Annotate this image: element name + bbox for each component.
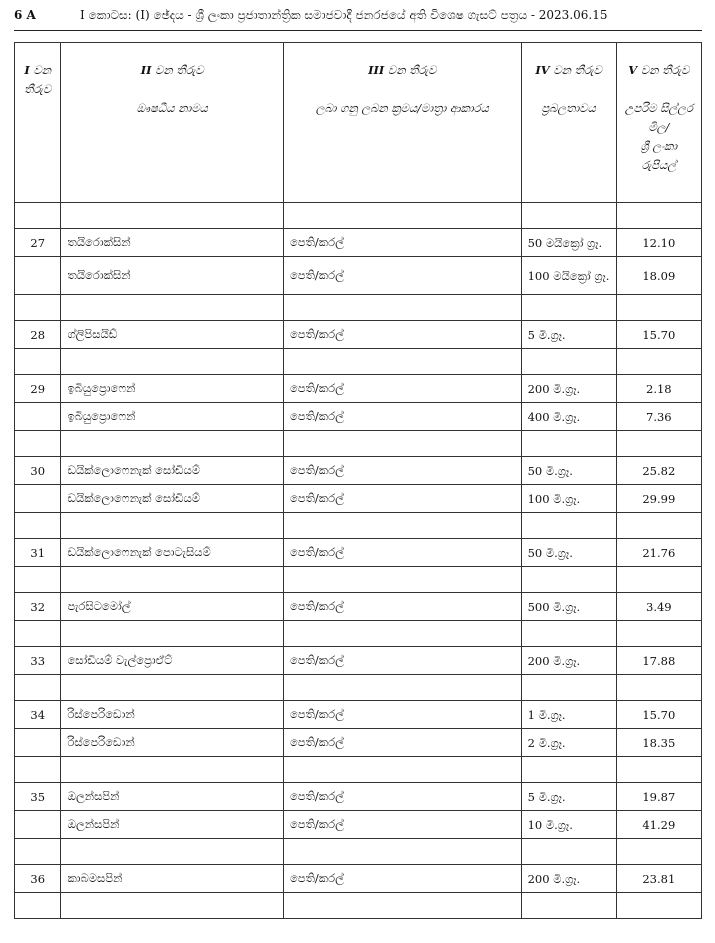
empty-cell: [521, 349, 616, 375]
gazette-title: I කොටස: (I) ඡේදය - ශ්‍රී ලංකා ප්‍රජාතාන්ත්‍රික සමාජවාදී ජනරජයේ අති විශෙෂ ගැසට් පත්‍රය - 2023.06.15: [80, 8, 608, 22]
empty-cell: [61, 349, 284, 375]
max-retail-price: 18.35: [616, 729, 701, 757]
drug-name: ඉබියුප්‍රොෆෙන්: [61, 403, 284, 431]
item-number: [15, 811, 61, 839]
empty-cell: [283, 295, 521, 321]
column-header-4: [521, 43, 616, 203]
table-row: [15, 485, 702, 513]
column-header-2: [61, 43, 284, 203]
item-number: [15, 257, 61, 295]
dosage-form: පෙති/කරල්: [283, 321, 521, 349]
empty-cell: [283, 839, 521, 865]
empty-cell: [61, 431, 284, 457]
drug-name: ඔලන්සපින්: [61, 811, 284, 839]
strength: 200 මි.ග්‍රෑ.: [521, 375, 616, 403]
empty-cell: [61, 757, 284, 783]
empty-cell: [15, 513, 61, 539]
column-label-line2: ලබා ගනු ලබන ක්‍රමය/මාත්‍රා ආකාරය: [315, 101, 489, 115]
empty-cell: [15, 839, 61, 865]
item-number: [15, 729, 61, 757]
max-retail-price: 19.87: [616, 783, 701, 811]
drug-name: සෝඩියම් වැල්ප්‍රොඒට්: [61, 647, 284, 675]
empty-cell: [616, 567, 701, 593]
dosage-form: පෙති/කරල්: [283, 729, 521, 757]
column-number: V: [628, 63, 638, 77]
dosage-form: පෙති/කරල්: [283, 539, 521, 567]
empty-cell: [616, 893, 701, 919]
empty-cell: [283, 431, 521, 457]
table-row: [15, 539, 702, 567]
drug-name: පැරසිටමෝල්: [61, 593, 284, 621]
item-number: [15, 485, 61, 513]
empty-cell: [283, 621, 521, 647]
item-number: 28: [15, 321, 61, 349]
dosage-form: පෙති/කරල්: [283, 257, 521, 295]
spacer-row: [15, 203, 702, 229]
empty-cell: [521, 295, 616, 321]
table-row: [15, 403, 702, 431]
strength: 200 මි.ග්‍රෑ.: [521, 865, 616, 893]
column-label-line3: ශ්‍රී ලංකා රුපියල්: [640, 139, 678, 172]
max-retail-price: 17.88: [616, 647, 701, 675]
empty-cell: [15, 349, 61, 375]
empty-cell: [61, 621, 284, 647]
spacer-row: [15, 757, 702, 783]
column-header-1: [15, 43, 61, 203]
column-label-line1: වන තීරුව: [553, 63, 602, 77]
max-retail-price: 21.76: [616, 539, 701, 567]
max-retail-price: 41.29: [616, 811, 701, 839]
empty-cell: [61, 893, 284, 919]
dosage-form: පෙති/කරල්: [283, 457, 521, 485]
empty-cell: [521, 431, 616, 457]
table-row: [15, 729, 702, 757]
empty-cell: [616, 675, 701, 701]
table-row: [15, 647, 702, 675]
column-header-5: [616, 43, 701, 203]
table-row: [15, 811, 702, 839]
spacer-row: [15, 839, 702, 865]
column-label-line2: උපරිම සිල්ලර මිල/: [624, 101, 693, 134]
empty-cell: [15, 893, 61, 919]
empty-cell: [15, 757, 61, 783]
column-label-line2: තීරුව: [24, 82, 52, 96]
max-retail-price: 15.70: [616, 321, 701, 349]
empty-cell: [616, 295, 701, 321]
dosage-form: පෙති/කරල්: [283, 375, 521, 403]
drug-name: ඩයික්ලොෆෙනැක් සෝඩියම්: [61, 457, 284, 485]
item-number: 31: [15, 539, 61, 567]
column-number: II: [140, 63, 152, 77]
item-number: 27: [15, 229, 61, 257]
price-table: [14, 42, 702, 919]
drug-name: තයිරොක්සින්: [61, 229, 284, 257]
empty-cell: [616, 621, 701, 647]
empty-cell: [283, 567, 521, 593]
table-row: [15, 321, 702, 349]
table-header-row: [15, 43, 702, 203]
empty-cell: [283, 349, 521, 375]
empty-cell: [521, 893, 616, 919]
spacer-row: [15, 295, 702, 321]
empty-cell: [616, 203, 701, 229]
max-retail-price: 18.09: [616, 257, 701, 295]
empty-cell: [283, 675, 521, 701]
empty-cell: [15, 295, 61, 321]
dosage-form: පෙති/කරල්: [283, 865, 521, 893]
max-retail-price: 2.18: [616, 375, 701, 403]
empty-cell: [521, 675, 616, 701]
item-number: 36: [15, 865, 61, 893]
empty-cell: [521, 203, 616, 229]
empty-cell: [521, 567, 616, 593]
dosage-form: පෙති/කරල්: [283, 647, 521, 675]
column-label-line1: වන: [33, 63, 52, 77]
strength: 1 මි.ග්‍රෑ.: [521, 701, 616, 729]
dosage-form: පෙති/කරල්: [283, 593, 521, 621]
item-number: 35: [15, 783, 61, 811]
dosage-form: පෙති/කරල්: [283, 811, 521, 839]
empty-cell: [15, 567, 61, 593]
page-header: [14, 8, 702, 28]
item-number: 32: [15, 593, 61, 621]
page-number: 6 A: [14, 8, 36, 22]
strength: 200 මි.ග්‍රෑ.: [521, 647, 616, 675]
empty-cell: [283, 513, 521, 539]
table-body: [15, 203, 702, 919]
strength: 500 මි.ග්‍රෑ.: [521, 593, 616, 621]
empty-cell: [616, 349, 701, 375]
item-number: 30: [15, 457, 61, 485]
max-retail-price: 25.82: [616, 457, 701, 485]
column-header-3: [283, 43, 521, 203]
strength: 2 මි.ග්‍රෑ.: [521, 729, 616, 757]
table-row: [15, 457, 702, 485]
drug-name: රිස්පෙරිඩොන්: [61, 729, 284, 757]
table-row: [15, 593, 702, 621]
empty-cell: [616, 513, 701, 539]
empty-cell: [15, 621, 61, 647]
empty-cell: [61, 839, 284, 865]
drug-name: ඉබියුප්‍රොෆෙන්: [61, 375, 284, 403]
column-label-line1: වන තීරුව: [387, 63, 437, 77]
strength: 100 මයික්‍රෝ ග්‍රෑ.: [521, 257, 616, 295]
drug-name: ඩයික්ලොෆෙනැක් පොටැසියම්: [61, 539, 284, 567]
drug-name: කාබමසපින්: [61, 865, 284, 893]
strength: 5 මි.ග්‍රෑ.: [521, 321, 616, 349]
empty-cell: [283, 893, 521, 919]
empty-cell: [521, 839, 616, 865]
item-number: 33: [15, 647, 61, 675]
empty-cell: [61, 675, 284, 701]
dosage-form: පෙති/කරල්: [283, 701, 521, 729]
strength: 50 මයික්‍රෝ ග්‍රෑ.: [521, 229, 616, 257]
column-label-line2: ප්‍රබලතාවය: [541, 101, 596, 115]
column-number: III: [368, 63, 385, 77]
table-row: [15, 865, 702, 893]
empty-cell: [15, 203, 61, 229]
spacer-row: [15, 621, 702, 647]
strength: 50 මි.ග්‍රෑ.: [521, 457, 616, 485]
table-row: [15, 229, 702, 257]
column-number: I: [24, 63, 30, 77]
column-label-line1: වන තීරුව: [155, 63, 204, 77]
table-row: [15, 701, 702, 729]
item-number: 34: [15, 701, 61, 729]
table-row: [15, 783, 702, 811]
empty-cell: [61, 513, 284, 539]
spacer-row: [15, 893, 702, 919]
dosage-form: පෙති/කරල්: [283, 783, 521, 811]
empty-cell: [616, 757, 701, 783]
empty-cell: [61, 567, 284, 593]
spacer-row: [15, 349, 702, 375]
drug-name: රිස්පෙරිඩොන්: [61, 701, 284, 729]
empty-cell: [283, 203, 521, 229]
empty-cell: [521, 513, 616, 539]
dosage-form: පෙති/කරල්: [283, 403, 521, 431]
header-divider: [14, 30, 702, 31]
empty-cell: [283, 757, 521, 783]
max-retail-price: 3.49: [616, 593, 701, 621]
max-retail-price: 29.99: [616, 485, 701, 513]
spacer-row: [15, 513, 702, 539]
column-label-line1: වන තීරුව: [640, 63, 690, 77]
column-label-line2: ඖෂධීය නාමය: [136, 101, 208, 115]
table-row: [15, 375, 702, 403]
spacer-row: [15, 675, 702, 701]
empty-cell: [61, 295, 284, 321]
max-retail-price: 7.36: [616, 403, 701, 431]
spacer-row: [15, 567, 702, 593]
strength: 10 මි.ග්‍රෑ.: [521, 811, 616, 839]
empty-cell: [15, 431, 61, 457]
strength: 5 මි.ග්‍රෑ.: [521, 783, 616, 811]
strength: 400 මි.ග්‍රෑ.: [521, 403, 616, 431]
strength: 100 මි.ග්‍රෑ.: [521, 485, 616, 513]
empty-cell: [15, 675, 61, 701]
drug-name: ඩයික්ලොෆෙනැක් සෝඩියම්: [61, 485, 284, 513]
empty-cell: [521, 621, 616, 647]
max-retail-price: 23.81: [616, 865, 701, 893]
strength: 50 මි.ග්‍රෑ.: [521, 539, 616, 567]
drug-name: ග්ලිපිසයිඩ්: [61, 321, 284, 349]
empty-cell: [521, 757, 616, 783]
dosage-form: පෙති/කරල්: [283, 229, 521, 257]
table-row: [15, 257, 702, 295]
max-retail-price: 15.70: [616, 701, 701, 729]
empty-cell: [616, 839, 701, 865]
empty-cell: [616, 431, 701, 457]
item-number: 29: [15, 375, 61, 403]
max-retail-price: 12.10: [616, 229, 701, 257]
empty-cell: [61, 203, 284, 229]
item-number: [15, 403, 61, 431]
dosage-form: පෙති/කරල්: [283, 485, 521, 513]
drug-name: තයිරොක්සින්: [61, 257, 284, 295]
spacer-row: [15, 431, 702, 457]
column-number: IV: [535, 63, 550, 77]
drug-name: ඔලන්සපින්: [61, 783, 284, 811]
